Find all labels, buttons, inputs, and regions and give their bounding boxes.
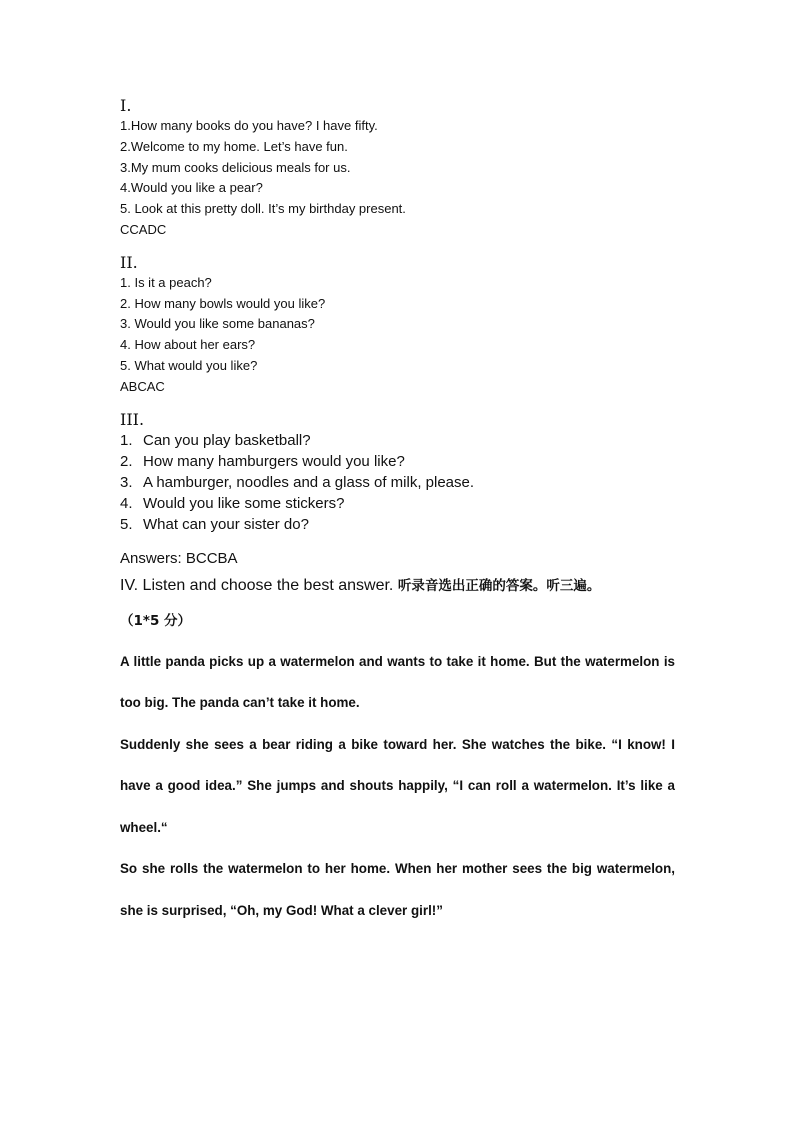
section-2-line-2: 2. How many bowls would you like?: [120, 295, 326, 311]
item-text: A hamburger, noodles and a glass of milk, please.: [143, 473, 475, 491]
spacer: [120, 631, 675, 641]
section-2-title: II.: [120, 252, 138, 272]
item-text: Can you play basketball?: [143, 431, 311, 449]
list-item: [120, 451, 675, 472]
section-4: [120, 575, 675, 932]
section-3-list: [120, 430, 675, 535]
section-1-line-1: 1.How many books do you have? I have fifty.: [120, 118, 378, 133]
item-number: 1.: [120, 431, 133, 449]
section-1-line-3: 3.My mum cooks delicious meals for us.: [120, 159, 351, 175]
section-4-title-en: IV. Listen and choose the best answer.: [120, 576, 394, 594]
section-1: [120, 96, 675, 241]
story-paragraph-3: So she rolls the watermelon to her home. When her mother sees the big watermelon, she is surprised, “Oh, my God! What a clever girl!”: [120, 861, 675, 918]
item-number: 3.: [120, 473, 133, 491]
story-paragraph-1: A little panda picks up a watermelon and wants to take it home. But the watermelon is too big. The panda can’t take it home.: [120, 653, 675, 711]
section-3-answers: Answers: BCCBA: [120, 549, 238, 567]
story-paragraph-2: Suddenly she sees a bear riding a bike toward her. She watches the bike. “I know! I have a good idea.” She jumps and shouts happily, “I can roll a watermelon. It’s like a wheel.“: [120, 736, 675, 835]
section-1-line-2: 2.Welcome to my home. Let’s have fun.: [120, 138, 348, 154]
section-1-answers: CCADC: [120, 221, 167, 237]
spacer: [120, 398, 675, 410]
item-text: Would you like some stickers?: [143, 494, 345, 512]
list-item: [120, 514, 675, 535]
section-4-title-cn: 听录音选出正确的答案。听三遍。: [397, 577, 601, 594]
section-2-answers: ABCAC: [120, 378, 165, 394]
list-item: [120, 472, 675, 493]
spacer: [120, 597, 675, 611]
section-4-title: [120, 575, 675, 597]
section-2-line-5: 5. What would you like?: [120, 357, 258, 373]
section-2: [120, 253, 675, 398]
spacer: [120, 241, 675, 253]
section-4-score: （1*5 分）: [120, 612, 192, 629]
section-2-line-1: 1. Is it a peach?: [120, 274, 212, 290]
section-1-line-5: 5. Look at this pretty doll. It’s my birthday present.: [120, 201, 406, 217]
section-2-line-3: 3. Would you like some bananas?: [120, 316, 315, 332]
section-2-line-4: 4. How about her ears?: [120, 337, 256, 353]
item-text: What can your sister do?: [143, 515, 309, 533]
item-number: 4.: [120, 494, 133, 512]
section-1-line-4: 4.Would you like a pear?: [120, 180, 263, 196]
section-3-title: III.: [120, 409, 145, 429]
section-3: [120, 410, 675, 569]
item-text: How many hamburgers would you like?: [143, 452, 405, 470]
list-item: [120, 493, 675, 514]
worksheet-page: [120, 96, 675, 931]
section-1-title: I.: [120, 96, 132, 115]
spacer: [120, 535, 675, 548]
item-number: 2.: [120, 452, 133, 470]
item-number: 5.: [120, 515, 133, 533]
list-item: [120, 430, 675, 451]
